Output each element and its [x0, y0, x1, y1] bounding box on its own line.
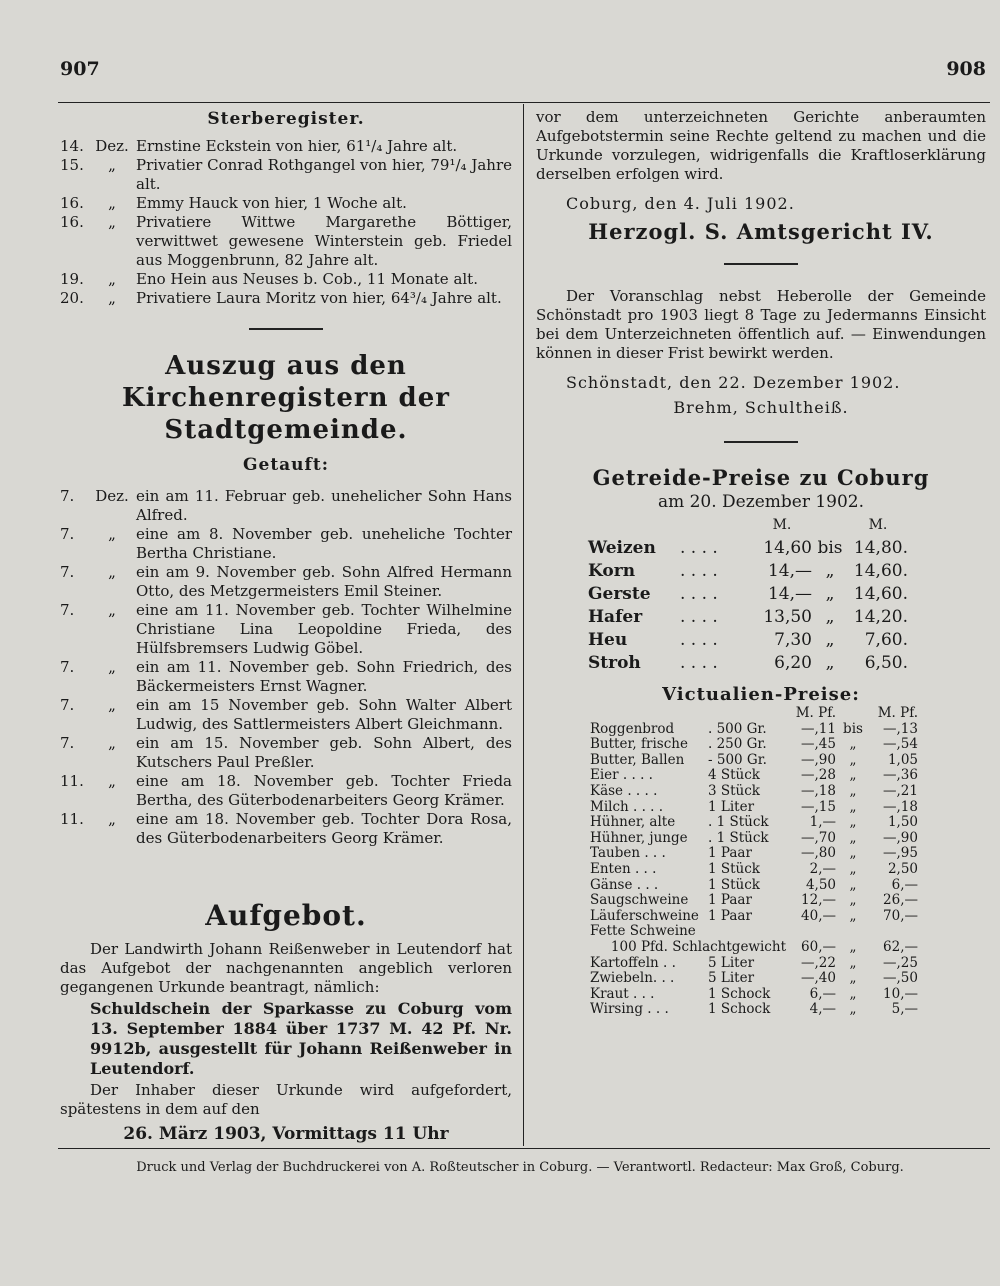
viktualien-unit-low: M. Pf. — [795, 705, 836, 721]
viktualien-row — [590, 815, 918, 831]
item-name: Hühner, alte — [590, 814, 676, 831]
viktualien-row — [590, 722, 918, 738]
register-entry — [60, 213, 512, 270]
kirchen-list — [60, 487, 512, 848]
item-name: Zwiebeln. . . — [590, 970, 675, 987]
entry-day: 20. — [60, 289, 84, 307]
item-quantity: 4 Stück — [708, 767, 760, 784]
item-name: 100 Pfd. Schlachtgewicht — [610, 938, 786, 955]
item-name: Kraut . . . — [590, 985, 655, 1002]
item-name: Eier . . . . — [590, 767, 653, 784]
grain-separator: „ — [825, 630, 835, 650]
entry-day: 16. — [60, 213, 84, 231]
grain-name: Weizen — [588, 538, 656, 558]
entry-text: ein am 9. November geb. Sohn Alfred Hermann Otto, des Metzgermeisters Emil Steiner. — [136, 563, 512, 600]
aufgebot-signature: Herzogl. S. Amtsgericht IV. — [588, 219, 934, 244]
entry-month: „ — [108, 213, 116, 231]
register-entry — [60, 696, 512, 734]
aufgebot-date-line: 26. März 1903, Vormittags 11 Uhr — [123, 1124, 449, 1144]
item-separator: „ — [849, 938, 857, 955]
register-entry — [60, 525, 512, 563]
item-name: Hühner, junge — [590, 829, 688, 846]
item-high-price: —,25 — [883, 954, 918, 971]
register-entry — [60, 810, 512, 848]
entry-day: 7. — [60, 487, 75, 505]
viktualien-row — [590, 987, 918, 1003]
item-name: Butter, Ballen — [590, 751, 685, 768]
register-entry — [60, 601, 512, 658]
item-name: Butter, frische — [590, 736, 688, 753]
getreide-date: am 20. Dezember 1902. — [657, 492, 865, 512]
register-entry — [60, 137, 512, 156]
aufgebot-paragraph-3: Der Inhaber dieser Urkunde wird aufgefordert, spätestens in dem auf den — [60, 1081, 512, 1118]
grain-name: Hafer — [588, 607, 643, 627]
item-low-price: —,15 — [801, 798, 836, 815]
section-divider — [724, 263, 798, 265]
item-quantity: 1 Paar — [708, 907, 752, 924]
item-low-price: —,45 — [801, 736, 836, 753]
item-high-price: 62,— — [883, 938, 918, 955]
item-high-price: —,95 — [883, 845, 918, 862]
getreide-row — [588, 652, 908, 675]
entry-month: „ — [108, 696, 116, 714]
item-separator: „ — [849, 814, 857, 831]
register-entry — [60, 658, 512, 696]
item-name: Kartoffeln . . — [590, 954, 676, 971]
grain-dots: . . . . — [680, 607, 718, 627]
entry-text: ein am 15 November geb. Sohn Walter Albert Ludwig, des Sattlermeisters Albert Gleichmann. — [136, 696, 512, 733]
item-low-price: —,90 — [801, 751, 836, 768]
register-entry — [60, 270, 512, 289]
item-low-price: —,18 — [801, 782, 836, 799]
entry-text: Privatiere Laura Moritz von hier, 64³/₄ Jahre alt. — [136, 289, 502, 307]
item-separator: „ — [849, 767, 857, 784]
item-name: Käse . . . . — [590, 782, 658, 799]
item-separator: „ — [849, 876, 857, 893]
item-high-price: —,50 — [883, 970, 918, 987]
grain-low-price: 13,50 — [763, 607, 812, 627]
grain-dots: . . . . — [680, 653, 718, 673]
viktualien-row — [590, 940, 918, 956]
grain-high-price: 6,50. — [864, 653, 908, 673]
right-column — [536, 108, 986, 1018]
item-separator: „ — [849, 985, 857, 1002]
entry-month: „ — [108, 772, 116, 790]
register-entry — [60, 563, 512, 601]
item-low-price: —,40 — [801, 970, 836, 987]
item-quantity: 5 Liter — [708, 970, 755, 987]
grain-name: Gerste — [588, 584, 651, 604]
entry-day: 7. — [60, 734, 75, 752]
item-high-price: 1,50 — [887, 814, 918, 831]
item-separator: „ — [849, 860, 857, 877]
getreide-row — [588, 606, 908, 629]
entry-month: „ — [108, 270, 116, 288]
entry-text: Privatier Conrad Rothgangel von hier, 79¹/₄ Jahre alt. — [136, 156, 512, 193]
grain-separator: „ — [825, 653, 835, 673]
entry-month: „ — [108, 601, 116, 619]
item-low-price: 2,— — [809, 860, 836, 877]
register-entry — [60, 289, 512, 308]
viktualien-row — [590, 768, 918, 784]
entry-month: „ — [108, 563, 116, 581]
entry-day: 16. — [60, 194, 84, 212]
item-quantity: 3 Stück — [708, 782, 760, 799]
item-separator: „ — [849, 907, 857, 924]
entry-text: eine am 18. November geb. Tochter Dora Rosa, des Güterbodenarbeiters Georg Krämer. — [136, 810, 512, 847]
viktualien-row — [590, 831, 918, 847]
viktualien-unit-high: M. Pf. — [877, 705, 918, 721]
getreide-unit-high: M. — [868, 517, 888, 533]
grain-separator: „ — [825, 584, 835, 604]
viktualien-row — [590, 737, 918, 753]
item-quantity: 5 Liter — [708, 954, 755, 971]
grain-separator: „ — [825, 561, 835, 581]
viktualien-row — [590, 784, 918, 800]
item-quantity: 1 Liter — [708, 798, 755, 815]
item-high-price: 70,— — [883, 907, 918, 924]
grain-dots: . . . . — [680, 561, 718, 581]
getreide-title: Getreide-Preise zu Coburg — [592, 465, 930, 490]
item-high-price: 6,— — [891, 876, 918, 893]
item-low-price: —,22 — [801, 954, 836, 971]
page-number-right: 908 — [946, 58, 986, 80]
getreide-unit-low: M. — [772, 517, 792, 533]
item-high-price: —,90 — [883, 829, 918, 846]
viktualien-row — [590, 909, 918, 925]
item-name: Milch . . . . — [590, 798, 664, 815]
entry-text: ein am 11. Februar geb. unehelicher Sohn Hans Alfred. — [136, 487, 512, 524]
item-high-price: —,13 — [883, 720, 918, 737]
getreide-row — [588, 629, 908, 652]
item-high-price: 10,— — [883, 985, 918, 1002]
page-number-left: 907 — [60, 58, 100, 80]
item-name: Wirsing . . . — [590, 1001, 669, 1018]
item-low-price: 40,— — [801, 907, 836, 924]
grain-separator: „ — [825, 607, 835, 627]
getreide-unit-row — [588, 514, 908, 537]
item-quantity: 1 Schock — [708, 985, 771, 1002]
grain-high-price: 14,60. — [853, 584, 908, 604]
entry-month: Dez. — [95, 137, 129, 155]
item-name: Enten . . . — [590, 860, 657, 877]
item-quantity: 1 Paar — [708, 845, 752, 862]
item-name: Gänse . . . — [590, 876, 659, 893]
viktualien-row — [590, 846, 918, 862]
entry-day: 7. — [60, 658, 75, 676]
section-divider — [249, 328, 323, 330]
grain-low-price: 14,— — [767, 561, 812, 581]
grain-low-price: 7,30 — [774, 630, 812, 650]
getreide-table — [588, 514, 908, 675]
viktualien-row — [590, 1002, 918, 1018]
getreide-row — [588, 537, 908, 560]
item-low-price: —,70 — [801, 829, 836, 846]
item-low-price: —,11 — [801, 720, 836, 737]
sterberegister-title: Sterberegister. — [207, 109, 365, 129]
entry-text: Eno Hein aus Neuses b. Cob., 11 Monate alt. — [136, 270, 478, 288]
entry-day: 11. — [60, 772, 84, 790]
item-high-price: 2,50 — [887, 860, 918, 877]
column-divider — [523, 104, 524, 1146]
register-entry — [60, 487, 512, 525]
aufgebot-schuldschein: Schuldschein der Sparkasse zu Coburg vom 13. September 1884 über 1737 M. 42 Pf. Nr. 9912b, ausgestellt für Johann Reißenweber in Leutendorf. — [90, 999, 512, 1078]
section-divider — [724, 441, 798, 443]
aufgebot-continuation: vor dem unterzeichneten Gerichte anberaumten Aufgebotstermin seine Rechte geltend zu machen und die Urkunde vorzulegen, widrigenfalls die Kraftloserklärung derselben erfolgen wird. — [536, 108, 986, 183]
entry-text: eine am 8. November geb. uneheliche Tochter Bertha Christiane. — [136, 525, 512, 562]
item-low-price: 6,— — [809, 985, 836, 1002]
entry-month: „ — [108, 734, 116, 752]
grain-separator: bis — [817, 538, 843, 558]
imprint-footer: Druck und Verlag der Buchdruckerei von A. Roßteutscher in Coburg. — Verantwortl. Redacteur: Max Groß, Coburg. — [136, 1160, 904, 1175]
getreide-row — [588, 583, 908, 606]
item-separator: „ — [849, 798, 857, 815]
entry-text: ein am 11. November geb. Sohn Friedrich, des Bäckermeisters Ernst Wagner. — [136, 658, 512, 695]
item-separator: „ — [849, 829, 857, 846]
item-separator: „ — [849, 954, 857, 971]
voranschlag-signature: Brehm, Schultheiß. — [673, 398, 849, 417]
item-low-price: 60,— — [801, 938, 836, 955]
sterberegister-list — [60, 137, 512, 308]
item-low-price: —,80 — [801, 845, 836, 862]
register-entry — [60, 772, 512, 810]
aufgebot-title: Aufgebot. — [205, 899, 367, 932]
entry-month: Dez. — [95, 487, 129, 505]
aufgebot-paragraph-1: Der Landwirth Johann Reißenweber in Leutendorf hat das Aufgebot der nachgenannten angeblich verloren gegangenen Urkunde beantragt, nämlich: — [60, 940, 512, 996]
entry-month: „ — [108, 156, 116, 174]
entry-month: „ — [108, 658, 116, 676]
item-quantity: 1 Stück — [708, 860, 760, 877]
grain-name: Stroh — [588, 653, 641, 673]
viktualien-row — [590, 956, 918, 972]
viktualien-unit-row — [590, 706, 918, 722]
entry-day: 7. — [60, 696, 75, 714]
item-separator: „ — [849, 751, 857, 768]
item-low-price: 1,— — [809, 814, 836, 831]
grain-low-price: 6,20 — [774, 653, 812, 673]
item-separator: „ — [849, 970, 857, 987]
item-name: Saugschweine — [590, 892, 689, 909]
item-low-price: 12,— — [801, 892, 836, 909]
item-high-price: 26,— — [883, 892, 918, 909]
grain-dots: . . . . — [680, 584, 718, 604]
item-quantity: 1 Paar — [708, 892, 752, 909]
viktualien-row — [590, 753, 918, 769]
viktualien-row — [590, 893, 918, 909]
item-name: Fette Schweine — [590, 923, 696, 940]
item-separator: „ — [849, 845, 857, 862]
item-name: Tauben . . . — [590, 845, 666, 862]
viktualien-table — [590, 706, 918, 1018]
viktualien-row — [590, 862, 918, 878]
item-low-price: —,28 — [801, 767, 836, 784]
grain-high-price: 14,80. — [853, 538, 908, 558]
item-quantity: . 500 Gr. — [708, 720, 767, 737]
entry-text: Emmy Hauck von hier, 1 Woche alt. — [136, 194, 407, 212]
kirchen-title-line1: Auszug aus den Kirchenregistern der — [122, 351, 450, 413]
entry-day: 14. — [60, 137, 84, 155]
item-separator: „ — [849, 1001, 857, 1018]
register-entry — [60, 194, 512, 213]
grain-name: Heu — [588, 630, 628, 650]
grain-dots: . . . . — [680, 538, 718, 558]
item-quantity: 1 Stück — [708, 876, 760, 893]
item-name: Roggenbrod — [590, 720, 675, 737]
voranschlag-place-date: Schönstadt, den 22. Dezember 1902. — [566, 373, 901, 392]
item-high-price: —,36 — [883, 767, 918, 784]
item-separator: „ — [849, 892, 857, 909]
entry-day: 7. — [60, 563, 75, 581]
grain-high-price: 7,60. — [864, 630, 908, 650]
viktualien-row — [590, 878, 918, 894]
viktualien-row — [590, 924, 918, 940]
entry-month: „ — [108, 194, 116, 212]
item-separator: bis — [843, 720, 863, 737]
grain-name: Korn — [588, 561, 636, 581]
kirchen-title-line2: Stadtgemeinde. — [164, 415, 408, 445]
item-separator: „ — [849, 736, 857, 753]
aufgebot-place-date: Coburg, den 4. Juli 1902. — [566, 194, 795, 213]
left-column — [60, 108, 512, 1144]
getauft-subtitle: Getauft: — [242, 455, 329, 475]
grain-high-price: 14,20. — [853, 607, 908, 627]
register-entry — [60, 734, 512, 772]
item-quantity: . 1 Stück — [708, 814, 769, 831]
entry-day: 19. — [60, 270, 84, 288]
item-high-price: —,18 — [883, 798, 918, 815]
item-high-price: —,54 — [883, 736, 918, 753]
item-low-price: 4,50 — [805, 876, 836, 893]
entry-month: „ — [108, 525, 116, 543]
register-entry — [60, 156, 512, 194]
item-high-price: —,21 — [883, 782, 918, 799]
viktualien-title: Victualien-Preise: — [662, 684, 860, 705]
entry-month: „ — [108, 289, 116, 307]
grain-low-price: 14,— — [767, 584, 812, 604]
item-quantity: . 1 Stück — [708, 829, 769, 846]
getreide-row — [588, 560, 908, 583]
item-low-price: 4,— — [809, 1001, 836, 1018]
item-separator: „ — [849, 782, 857, 799]
item-quantity: . 250 Gr. — [708, 736, 767, 753]
bottom-rule — [58, 1148, 990, 1149]
entry-text: eine am 11. November geb. Tochter Wilhelmine Christiane Lina Leopoldine Frieda, des Hülfsbremsers Ludwig Göbel. — [136, 601, 512, 657]
item-high-price: 5,— — [891, 1001, 918, 1018]
item-name: Läuferschweine — [590, 907, 699, 924]
grain-high-price: 14,60. — [853, 561, 908, 581]
item-quantity: - 500 Gr. — [708, 751, 767, 768]
voranschlag-text: Der Voranschlag nebst Heberolle der Gemeinde Schönstadt pro 1903 liegt 8 Tage zu Jedermanns Einsicht bei dem Unterzeichneten öffentlich auf. — Einwendungen können in dieser Frist bewirkt werden. — [536, 287, 986, 362]
top-rule — [58, 102, 990, 103]
entry-day: 11. — [60, 810, 84, 828]
entry-day: 7. — [60, 601, 75, 619]
viktualien-row — [590, 800, 918, 816]
item-high-price: 1,05 — [887, 751, 918, 768]
grain-dots: . . . . — [680, 630, 718, 650]
entry-text: eine am 18. November geb. Tochter Frieda Bertha, des Güterbodenarbeiters Georg Krämer. — [136, 772, 512, 809]
entry-day: 15. — [60, 156, 84, 174]
entry-text: ein am 15. November geb. Sohn Albert, des Kutschers Paul Preßler. — [136, 734, 512, 771]
entry-text: Privatiere Wittwe Margarethe Böttiger, verwittwet gewesene Winterstein geb. Friedel aus Moggenbrunn, 82 Jahre alt. — [136, 213, 512, 269]
entry-month: „ — [108, 810, 116, 828]
entry-day: 7. — [60, 525, 75, 543]
item-quantity: 1 Schock — [708, 1001, 771, 1018]
grain-low-price: 14,60 — [763, 538, 812, 558]
viktualien-row — [590, 971, 918, 987]
entry-text: Ernstine Eckstein von hier, 61¹/₄ Jahre alt. — [136, 137, 458, 155]
